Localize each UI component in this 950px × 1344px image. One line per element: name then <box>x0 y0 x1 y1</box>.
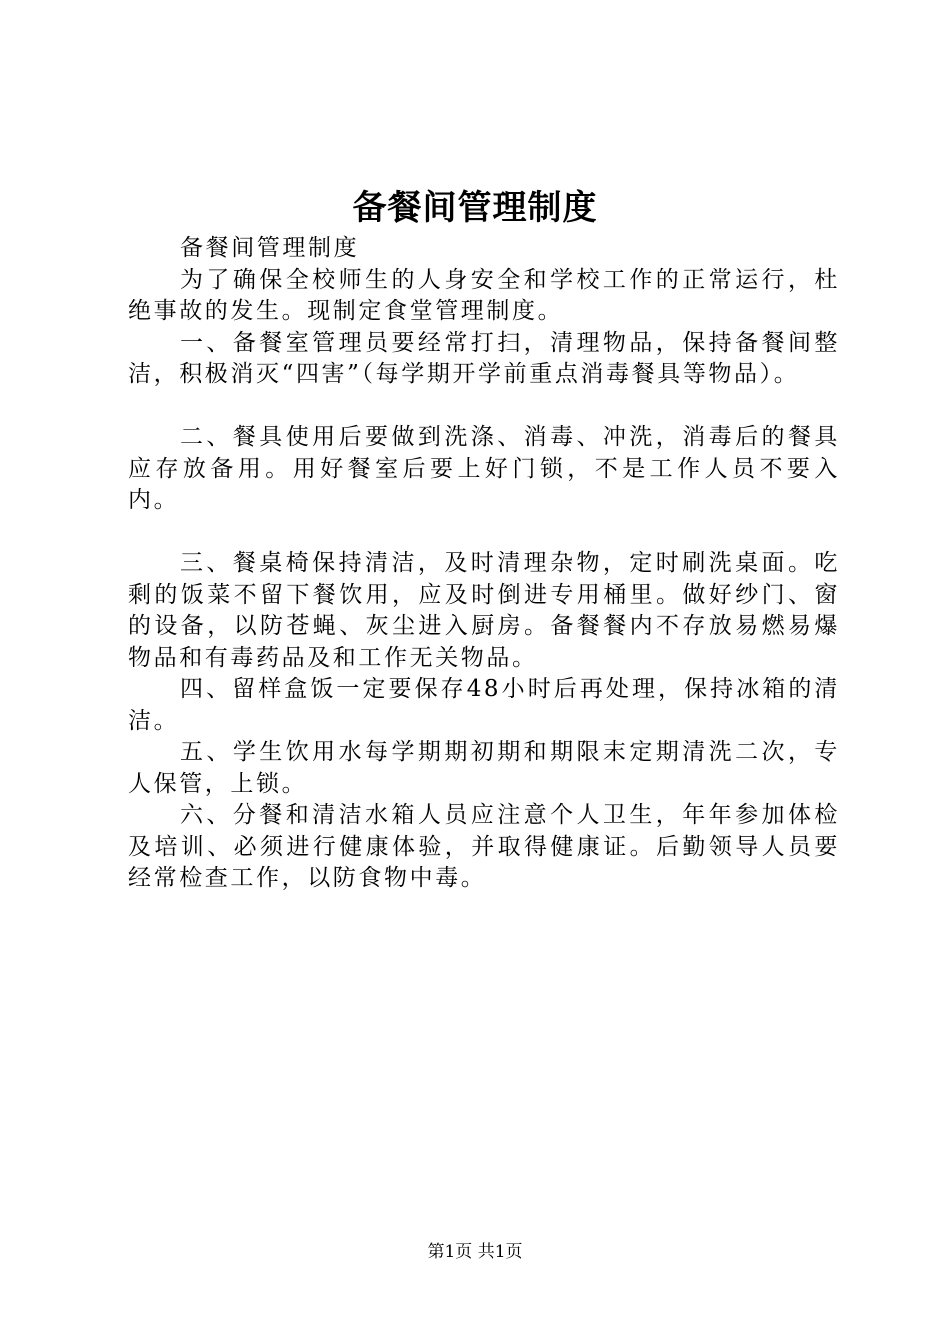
document-body <box>128 233 840 895</box>
paragraph-rule-3: 三、餐桌椅保持清洁，及时清理杂物，定时刷洗桌面。吃剩的饭菜不留下餐饮用，应及时倒进专用桶里。做好纱门、窗的设备，以防苍蝇、灰尘进入厨房。备餐餐内不存放易燃易爆物品和有毒药品及和工作无关物品。 <box>128 550 840 671</box>
paragraph-rule-1: 一、备餐室管理员要经常打扫，清理物品，保持备餐间整洁，积极消灭“四害”（每学期开学前重点消毒餐具等物品）。 <box>128 329 840 387</box>
paragraph-rule-5: 五、学生饮用水每学期期初期和期限末定期清洗二次，专人保管，上锁。 <box>128 739 840 797</box>
paragraph-intro: 为了确保全校师生的人身安全和学校工作的正常运行，杜绝事故的发生。现制定食堂管理制度。 <box>128 266 840 324</box>
paragraph-heading-repeat: 备餐间管理制度 <box>180 235 360 261</box>
page-footer: 第1页 共1页 <box>427 1242 523 1262</box>
paragraph-rule-2: 二、餐具使用后要做到洗涤、消毒、冲洗，消毒后的餐具应存放备用。用好餐室后要上好门锁，不是工作人员不要入内。 <box>128 424 840 513</box>
document-title: 备餐间管理制度 <box>352 188 598 228</box>
paragraph-rule-6: 六、分餐和清洁水箱人员应注意个人卫生，年年参加体检及培训、必须进行健康体验，并取得健康证。后勤领导人员要经常检查工作，以防食物中毒。 <box>128 802 840 891</box>
paragraph-rule-4: 四、留样盒饭一定要保存48小时后再处理，保持冰箱的清洁。 <box>128 676 840 734</box>
